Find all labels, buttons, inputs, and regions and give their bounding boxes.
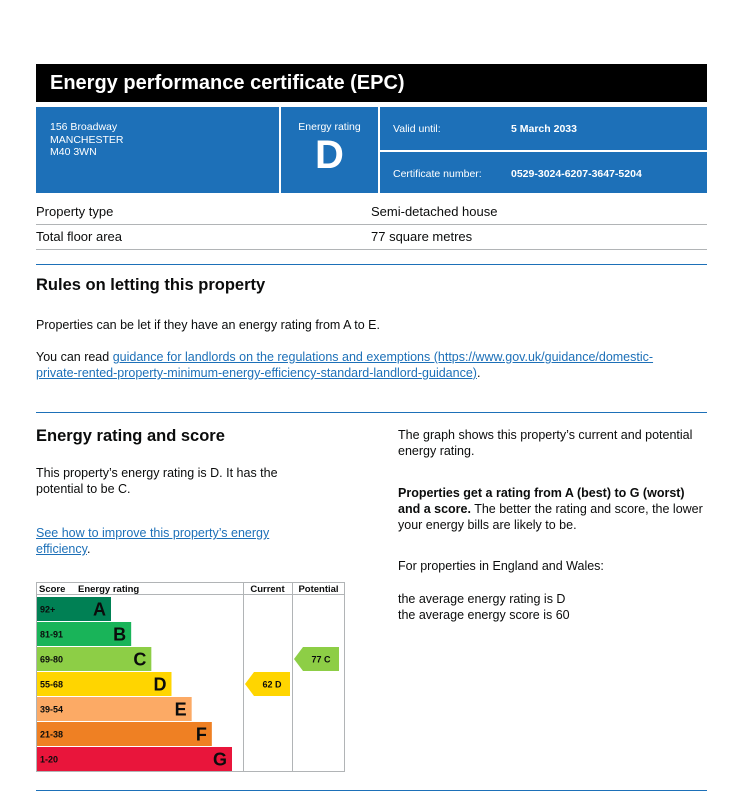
property-type-label: Property type: [36, 204, 114, 219]
address-line-1: 156 Broadway: [50, 121, 118, 133]
rating-band-letter: B: [113, 624, 127, 645]
valid-until-label: Valid until:: [393, 123, 441, 135]
average-rating-text: the average energy rating is D: [398, 592, 566, 606]
page-title: Energy performance certificate (EPC): [36, 64, 707, 102]
rating-band-letter: C: [133, 649, 147, 670]
property-type-value: Semi-detached house: [371, 204, 498, 219]
chart-header-score: Score: [39, 584, 66, 595]
improve-efficiency-link[interactable]: See how to improve this property’s energy efficiency: [36, 526, 270, 556]
improve-efficiency-paragraph: [36, 525, 311, 557]
score-band-label: 39-54: [40, 704, 64, 715]
rating-band-bar: [73, 747, 232, 771]
average-score-text: the average energy score is 60: [398, 608, 570, 622]
chart-header-potential: Potential: [298, 584, 339, 595]
energy-rating-chart-svg: [36, 582, 345, 772]
section-divider: [36, 790, 707, 791]
rating-explanation-rest: The better the rating and score, the lower your energy bills are likely to be.: [398, 502, 703, 532]
score-band-label: 92+: [40, 604, 56, 615]
potential-rating-label: 77 C: [311, 654, 331, 665]
improve-efficiency-suffix: .: [86, 542, 91, 556]
address-block: [36, 107, 279, 193]
england-wales-intro: For properties in England and Wales:: [398, 559, 604, 573]
score-band-label: 81-91: [40, 629, 64, 640]
rating-band-letter: A: [93, 599, 106, 620]
chart-header-current: Current: [250, 584, 285, 595]
score-band-label: 1-20: [40, 754, 59, 765]
floor-area-label: Total floor area: [36, 229, 122, 244]
address-line-3: M40 3WN: [50, 146, 97, 158]
letting-paragraph-2: [36, 349, 686, 381]
letting-paragraph-2-suffix: .: [476, 366, 481, 380]
certificate-number-box: [380, 152, 707, 193]
chart-header-rating: Energy rating: [78, 584, 140, 595]
section-divider: [36, 412, 707, 413]
letting-paragraph-2-prefix: You can read: [36, 350, 113, 364]
rating-band-letter: F: [195, 724, 207, 745]
landlord-guidance-link[interactable]: guidance for landlords on the regulations and exemptions (https://www.gov.uk/guidance/domestic-private-rented-property-minimum-energy-efficiency-standard-landlord-guidance): [36, 350, 654, 380]
address-line-2: MANCHESTER: [50, 133, 124, 146]
section-divider: [36, 264, 707, 265]
energy-rating-box: [281, 107, 378, 193]
floor-area-value: 77 square metres: [371, 229, 473, 244]
rating-band-letter: D: [153, 674, 167, 695]
rating-explanation: [398, 485, 708, 533]
energy-rating-letter: D: [315, 133, 344, 177]
certificate-number-value: 0529-3024-6207-3647-5204: [511, 168, 642, 180]
certificate-number-label: Certificate number:: [393, 168, 482, 180]
valid-until-value: 5 March 2033: [511, 123, 577, 135]
rating-band-bar: [73, 722, 212, 746]
valid-until-box: [380, 107, 707, 150]
floor-area-row: [36, 225, 707, 250]
energy-score-heading: Energy rating and score: [36, 427, 225, 445]
score-band-label: 69-80: [40, 654, 64, 665]
rating-band-letter: G: [212, 749, 227, 770]
score-band-label: 21-38: [40, 729, 64, 740]
rating-band-letter: E: [174, 699, 187, 720]
property-type-row: [36, 200, 707, 225]
letting-paragraph-1: Properties can be let if they have an energy rating from A to E.: [36, 318, 380, 332]
energy-rating-chart: [36, 582, 345, 772]
certificate-summary: [36, 107, 707, 193]
energy-rating-label: Energy rating: [298, 121, 361, 133]
graph-explanation: The graph shows this property’s current and potential energy rating.: [398, 428, 693, 458]
current-rating-label: 62 D: [262, 679, 282, 690]
energy-score-paragraph: This property’s energy rating is D. It has the potential to be C.: [36, 466, 278, 496]
score-band-label: 55-68: [40, 679, 64, 690]
rating-explanation-bold: Properties get a rating from A (best) to G (worst) and a score.: [398, 486, 685, 516]
letting-heading: Rules on letting this property: [36, 276, 266, 294]
